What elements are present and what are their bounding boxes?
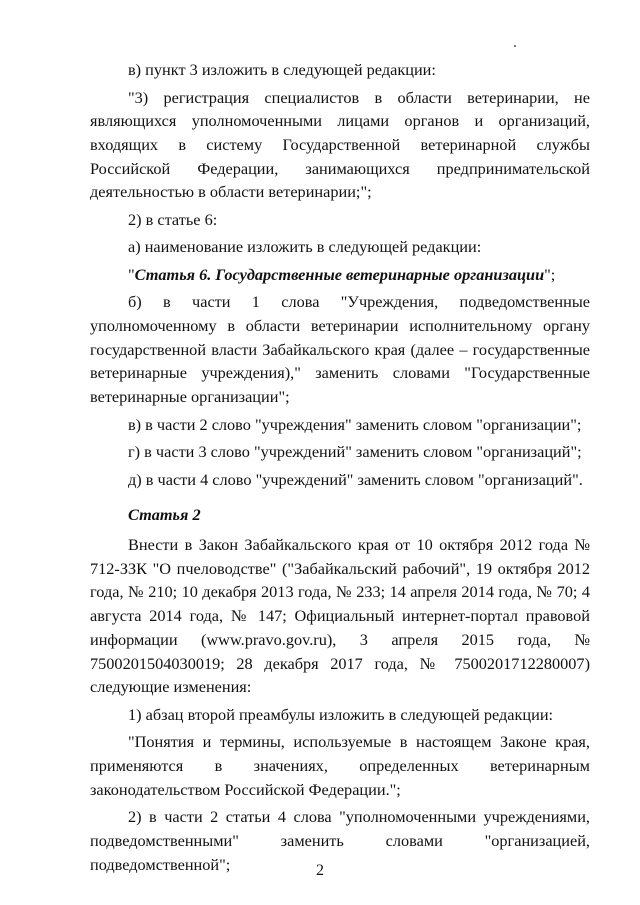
paragraph-item-a: а) наименование изложить в следующей редакции: [128,237,482,257]
document-body [90,58,590,876]
paragraph-item-d: д) в части 4 слово "учреждений" заменить словом "организаций". [128,469,583,489]
paragraph-item-g: г) в части 3 слово "учреждений" заменить словом "организаций"; [128,442,582,462]
quote-open: " [128,264,135,284]
scan-speck [514,45,516,47]
article-2-heading: Статья 2 [128,505,201,525]
paragraph-quote-terms: "Понятия и термины, используемые в настоящем Законе края, применяются в значениях, определенных ветеринарным законодательством Российской Федерации."; [90,732,590,799]
paragraph-item-b: б) в части 1 слова "Учреждения, подведомственные уполномоченному в области ветеринарии исполнительному органу государственной власти Забайкальского края (далее – государственные ветеринарные учреждения)," заменить словами "Государственные ветеринарные организации"; [90,292,590,407]
paragraph-item-v2: в) в части 2 слово "учреждения" заменить словом "организации"; [128,414,582,434]
paragraph-item-2-art4: 2) в части 2 статьи 4 слова "уполномоченными учреждениями, подведомственными" заменить словами "организацией, подведомственной"; [90,807,590,874]
paragraph-quote-3: "3) регистрация специалистов в области ветеринарии, не являющихся уполномоченными лицами органов и организаций, входящих в систему Государственной ветеринарной службы Российской Федерации, занимающихся предпринимательской деятельностью в области ветеринарии;"; [90,87,590,202]
paragraph-item-v: в) пункт 3 изложить в следующей редакции: [128,60,436,79]
paragraph-item-2: 2) в статье 6: [128,209,218,229]
page-number: 2 [316,862,324,879]
paragraph-item-1: 1) абзац второй преамбулы изложить в следующей редакции: [128,704,554,724]
paragraph-amend-law: Внести в Закон Забайкальского края от 10 октября 2012 года № 712-ЗЗК "О пчеловодстве" ("Забайкальский рабочий", 19 октября 2012 года, № 210; 10 декабря 2013 года, № 233; 14 апреля 2014 года, № 70; 4 августа 2014 года, № 147; Официальный интернет-портал правовой информации (www.pravo.gov.ru), 3 апреля 2015 года, № 7500201504030019; 28 декабря 2017 года, № 7500201712280007) следующие изменения: [90,535,590,697]
quote-close: "; [544,264,556,284]
paragraph-article-6-title [90,263,590,287]
article-6-title: Статья 6. Государственные ветеринарные организации [134,264,545,284]
